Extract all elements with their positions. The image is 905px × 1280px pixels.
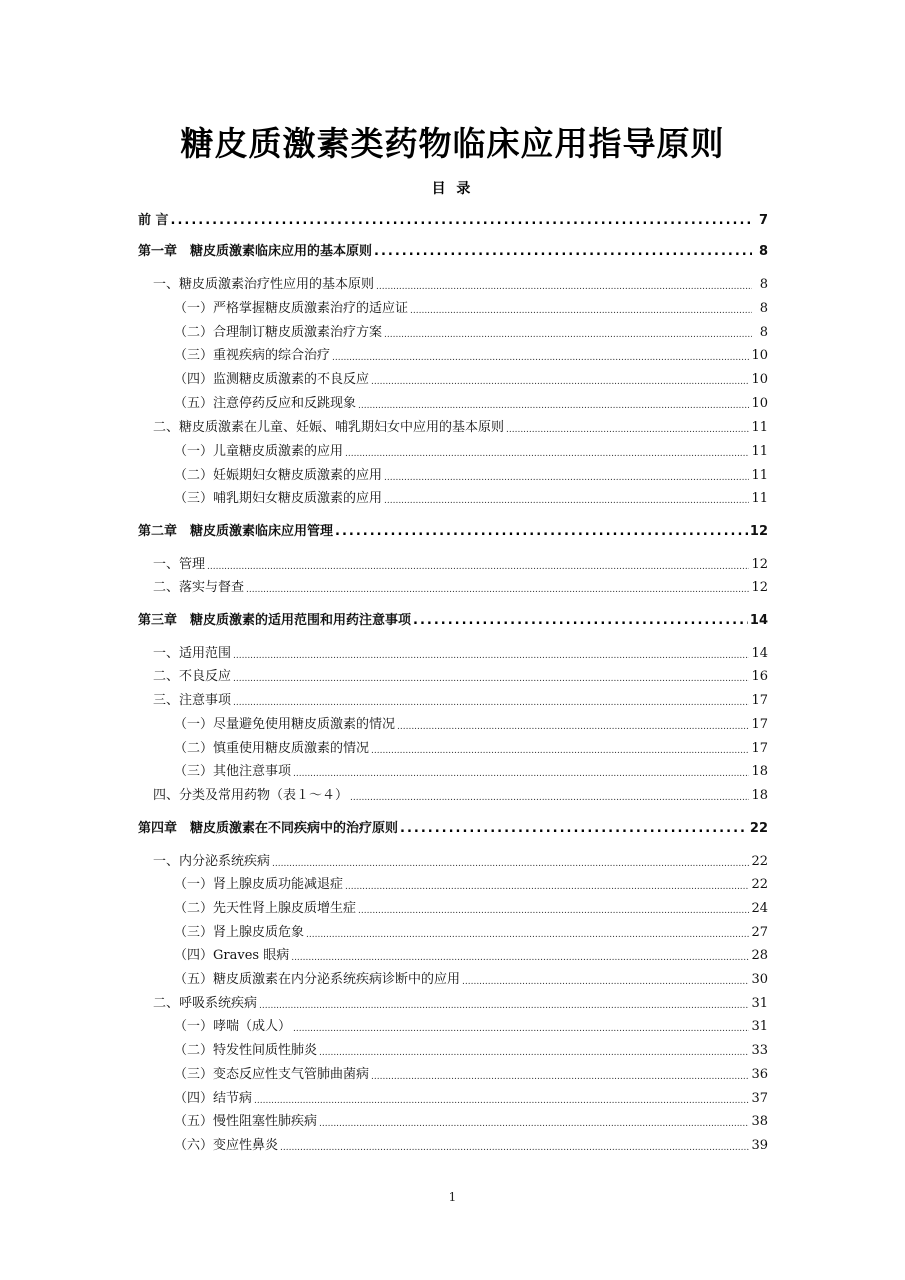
toc-entry[interactable] bbox=[138, 300, 768, 318]
toc-dot-leader bbox=[371, 1071, 749, 1084]
toc-entry-page: 11 bbox=[751, 468, 768, 483]
toc-dot-leader bbox=[272, 858, 749, 871]
toc-entry-label: （一）哮喘（成人） bbox=[174, 1019, 292, 1034]
toc-entry[interactable] bbox=[138, 876, 768, 894]
toc-dot-leader bbox=[319, 1118, 749, 1131]
toc-entry-page: 33 bbox=[751, 1043, 768, 1058]
toc-entry-page: 16 bbox=[751, 669, 768, 684]
toc-dot-leader bbox=[233, 673, 749, 686]
toc-entry-page: 10 bbox=[751, 372, 768, 387]
toc-entry-label: （二）合理制订糖皮质激素治疗方案 bbox=[174, 325, 383, 340]
toc-entry[interactable] bbox=[138, 1137, 768, 1155]
toc-entry-label: 第一章 糖皮质激素临床应用的基本原则 bbox=[138, 244, 373, 259]
toc-dot-leader bbox=[413, 612, 748, 630]
toc-entry-page: 37 bbox=[751, 1091, 768, 1106]
toc-entry-label: 前 言 bbox=[138, 213, 169, 228]
toc-entry[interactable] bbox=[138, 276, 768, 294]
toc-entry-page: 8 bbox=[759, 277, 768, 292]
toc-entry-label: （三）其他注意事项 bbox=[174, 764, 292, 779]
toc-entry-page: 12 bbox=[749, 524, 768, 539]
toc-heading: 目 录 bbox=[431, 181, 474, 197]
toc-entry-label: 一、适用范围 bbox=[153, 646, 232, 661]
toc-entry-label: 一、糖皮质激素治疗性应用的基本原则 bbox=[153, 277, 375, 292]
toc-entry-label: （一）尽量避免使用糖皮质激素的情况 bbox=[174, 717, 396, 732]
toc-dot-leader bbox=[350, 792, 749, 805]
toc-entry-label: （二）妊娠期妇女糖皮质激素的应用 bbox=[174, 468, 383, 483]
toc-entry-page: 27 bbox=[751, 925, 768, 940]
toc-entry-label: （一）严格掌握糖皮质激素治疗的适应证 bbox=[174, 301, 409, 316]
toc-entry[interactable] bbox=[138, 1018, 768, 1036]
toc-dot-leader bbox=[358, 905, 749, 918]
toc-entry[interactable] bbox=[138, 1066, 768, 1084]
toc-entry-label: （三）肾上腺皮质危象 bbox=[174, 925, 305, 940]
document-title: 糖皮质激素类药物临床应用指导原则 bbox=[180, 124, 725, 163]
toc-dot-leader bbox=[384, 472, 749, 485]
toc-dot-leader bbox=[397, 721, 749, 734]
toc-dot-leader bbox=[207, 561, 749, 574]
toc-entry-page: 24 bbox=[751, 901, 768, 916]
toc-dot-leader bbox=[506, 424, 749, 437]
toc-chapter-entry[interactable] bbox=[138, 612, 768, 630]
toc-dot-leader bbox=[374, 243, 752, 261]
toc-dot-leader bbox=[291, 952, 749, 965]
toc-entry-page: 12 bbox=[751, 557, 768, 572]
toc-entry-label: （五）注意停药反应和反跳现象 bbox=[174, 396, 357, 411]
toc-entry[interactable] bbox=[138, 716, 768, 734]
toc-entry[interactable] bbox=[138, 787, 768, 805]
toc-dot-leader bbox=[384, 495, 749, 508]
toc-entry-page: 18 bbox=[751, 788, 768, 803]
toc-dot-leader bbox=[384, 329, 752, 342]
toc-dot-leader bbox=[246, 584, 749, 597]
toc-entry[interactable] bbox=[138, 347, 768, 365]
toc-entry-label: （三）哺乳期妇女糖皮质激素的应用 bbox=[174, 491, 383, 506]
toc-dot-leader bbox=[376, 281, 752, 294]
toc-entry-label: （四）Graves 眼病 bbox=[174, 948, 290, 963]
toc-entry-label: （五）糖皮质激素在内分泌系统疾病诊断中的应用 bbox=[174, 972, 461, 987]
toc-entry[interactable] bbox=[138, 1090, 768, 1108]
toc-entry[interactable] bbox=[138, 900, 768, 918]
toc-entry-page: 39 bbox=[751, 1138, 768, 1153]
toc-entry-page: 31 bbox=[751, 996, 768, 1011]
toc-entry-label: 第四章 糖皮质激素在不同疾病中的治疗原则 bbox=[138, 821, 399, 836]
toc-entry-page: 36 bbox=[751, 1067, 768, 1082]
toc-entry[interactable] bbox=[138, 668, 768, 686]
toc-entry[interactable] bbox=[138, 692, 768, 710]
toc-entry[interactable] bbox=[138, 763, 768, 781]
toc-entry-label: （六）变应性鼻炎 bbox=[174, 1138, 279, 1153]
toc-dot-leader bbox=[259, 1000, 749, 1013]
toc-entry-label: （二）特发性间质性肺炎 bbox=[174, 1043, 318, 1058]
toc-dot-leader bbox=[293, 1023, 749, 1036]
toc-entry[interactable] bbox=[138, 947, 768, 965]
toc-dot-leader bbox=[400, 820, 748, 838]
toc-dot-leader bbox=[358, 400, 749, 413]
toc-entry[interactable] bbox=[138, 1042, 768, 1060]
toc-entry-label: 二、不良反应 bbox=[153, 669, 232, 684]
toc-entry-page: 17 bbox=[751, 693, 768, 708]
toc-chapter-entry[interactable] bbox=[138, 820, 768, 838]
toc-dot-leader bbox=[171, 212, 752, 230]
toc-entry[interactable] bbox=[138, 645, 768, 663]
toc-entry-label: （一）儿童糖皮质激素的应用 bbox=[174, 444, 344, 459]
toc-entry-label: 第二章 糖皮质激素临床应用管理 bbox=[138, 524, 334, 539]
toc-entry-page: 31 bbox=[751, 1019, 768, 1034]
toc-chapter-entry[interactable] bbox=[138, 523, 768, 541]
toc-entry[interactable] bbox=[138, 1113, 768, 1131]
toc-entry-page: 11 bbox=[751, 444, 768, 459]
toc-entry-label: （二）慎重使用糖皮质激素的情况 bbox=[174, 741, 370, 756]
toc-entry[interactable] bbox=[138, 971, 768, 989]
toc-dot-leader bbox=[293, 768, 749, 781]
toc-dot-leader bbox=[319, 1047, 749, 1060]
toc-entry-page: 10 bbox=[751, 348, 768, 363]
toc-entry-label: 二、呼吸系统疾病 bbox=[153, 996, 258, 1011]
toc-entry[interactable] bbox=[138, 853, 768, 871]
toc-entry-page: 22 bbox=[751, 877, 768, 892]
toc-entry-page: 10 bbox=[751, 396, 768, 411]
toc-entry[interactable] bbox=[138, 395, 768, 413]
toc-entry-page: 14 bbox=[751, 646, 768, 661]
toc-dot-leader bbox=[233, 650, 749, 663]
toc-dot-leader bbox=[332, 352, 749, 365]
toc-dot-leader bbox=[233, 697, 749, 710]
toc-chapter-entry[interactable] bbox=[138, 212, 768, 230]
toc-entry-label: （三）变态反应性支气管肺曲菌病 bbox=[174, 1067, 370, 1082]
toc-entry-page: 22 bbox=[751, 854, 768, 869]
toc-entry-page: 17 bbox=[751, 717, 768, 732]
toc-entry-label: （一）肾上腺皮质功能减退症 bbox=[174, 877, 344, 892]
toc-entry-page: 18 bbox=[751, 764, 768, 779]
toc-entry-page: 8 bbox=[758, 244, 768, 259]
toc-dot-leader bbox=[345, 448, 749, 461]
toc-entry[interactable] bbox=[138, 924, 768, 942]
toc-entry-label: （四）监测糖皮质激素的不良反应 bbox=[174, 372, 370, 387]
toc-entry[interactable] bbox=[138, 371, 768, 389]
toc-entry-label: 一、内分泌系统疾病 bbox=[153, 854, 271, 869]
toc-dot-leader bbox=[371, 376, 749, 389]
toc-dot-leader bbox=[462, 976, 749, 989]
toc-entry-label: 第三章 糖皮质激素的适用范围和用药注意事项 bbox=[138, 613, 412, 628]
toc-chapter-entry[interactable] bbox=[138, 243, 768, 261]
toc-entry-label: （四）结节病 bbox=[174, 1091, 253, 1106]
toc-entry-page: 30 bbox=[751, 972, 768, 987]
toc-dot-leader bbox=[345, 881, 749, 894]
page-number: 1 bbox=[448, 1190, 457, 1204]
toc-dot-leader bbox=[335, 523, 748, 541]
toc-entry-label: 一、管理 bbox=[153, 557, 206, 572]
toc-entry[interactable] bbox=[138, 579, 768, 597]
toc-entry[interactable] bbox=[138, 443, 768, 461]
toc-entry-label: （二）先天性肾上腺皮质增生症 bbox=[174, 901, 357, 916]
toc-entry-page: 22 bbox=[749, 821, 768, 836]
toc-dot-leader bbox=[254, 1095, 749, 1108]
toc-dot-leader bbox=[371, 745, 749, 758]
toc-entry[interactable] bbox=[138, 324, 768, 342]
toc-entry-page: 17 bbox=[751, 741, 768, 756]
toc-entry-page: 8 bbox=[759, 301, 768, 316]
toc-entry-page: 38 bbox=[751, 1114, 768, 1129]
toc-entry-label: （三）重视疾病的综合治疗 bbox=[174, 348, 331, 363]
toc-entry-page: 11 bbox=[751, 491, 768, 506]
toc-dot-leader bbox=[280, 1142, 749, 1155]
toc-entry-page: 8 bbox=[759, 325, 768, 340]
toc-dot-leader bbox=[410, 305, 752, 318]
toc-entry-label: 二、落实与督查 bbox=[153, 580, 245, 595]
toc-entry-label: （五）慢性阻塞性肺疾病 bbox=[174, 1114, 318, 1129]
toc-entry[interactable] bbox=[138, 490, 768, 508]
toc-entry-page: 7 bbox=[758, 213, 768, 228]
toc-entry[interactable] bbox=[138, 419, 768, 437]
toc-entry-label: 二、糖皮质激素在儿童、妊娠、哺乳期妇女中应用的基本原则 bbox=[153, 420, 505, 435]
toc-entry-label: 三、注意事项 bbox=[153, 693, 232, 708]
toc-entry-page: 11 bbox=[751, 420, 768, 435]
toc-entry[interactable] bbox=[138, 556, 768, 574]
toc-entry[interactable] bbox=[138, 740, 768, 758]
toc-entry-page: 12 bbox=[751, 580, 768, 595]
toc-entry-page: 14 bbox=[749, 613, 768, 628]
toc-entry-page: 28 bbox=[751, 948, 768, 963]
toc-entry[interactable] bbox=[138, 467, 768, 485]
toc-dot-leader bbox=[306, 929, 749, 942]
toc-entry[interactable] bbox=[138, 995, 768, 1013]
toc-entry-label: 四、分类及常用药物（表１～４） bbox=[153, 788, 349, 803]
